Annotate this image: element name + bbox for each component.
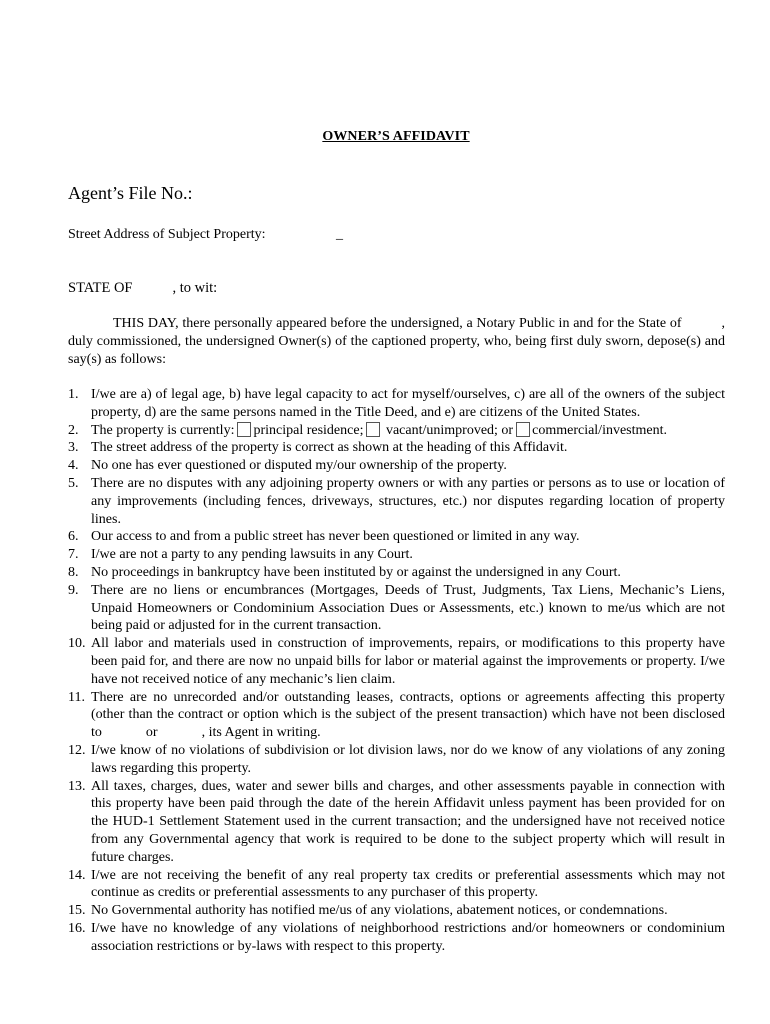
state-of-label: STATE OF [68, 280, 133, 296]
principal-residence-checkbox[interactable] [237, 422, 251, 437]
list-item [68, 635, 725, 688]
item-text: All labor and materials used in construction of improvements, repairs, or modifications to this property have been paid for, and there are now no unpaid bills for labor or material against the improvements or property. I/we have not received notice of any mechanic’s lien claim. [91, 636, 725, 687]
item-text: I/we know of no violations of subdivision or lot division laws, nor do we know of any violations of any zoning laws regarding this property. [91, 742, 725, 776]
list-item [68, 867, 725, 903]
list-item [68, 902, 725, 920]
item-number: 13. [68, 778, 86, 794]
list-item [68, 386, 725, 422]
list-item [68, 528, 725, 546]
item-text-or: or [145, 725, 158, 741]
item-number: 14. [68, 867, 86, 883]
list-item [68, 439, 725, 457]
item-text: There are no liens or encumbrances (Mortgages, Deeds of Trust, Judgments, Tax Liens, Mechanic’s Liens, Unpaid Homeowners or Condominium Association Dues or Assessments, etc.) known to me/us which are not being paid or adjusted for in the current transaction. [91, 582, 725, 634]
list-item [68, 422, 725, 440]
item-text: No Governmental authority has notified me/us of any violations, abatement notices, or condemnations. [91, 903, 668, 919]
item-text: No one has ever questioned or disputed my/our ownership of the property. [91, 458, 507, 474]
item-number: 16. [68, 920, 86, 936]
street-address-blank: _ [336, 227, 343, 242]
list-item [68, 564, 725, 582]
agent-file-label: Agent’s File No.: [68, 183, 193, 203]
item-text: Our access to and from a public street has never been questioned or limited in any way. [91, 529, 580, 545]
item-text: I/we are a) of legal age, b) have legal capacity to act for myself/ourselves, c) are all of the owners of the subject property, d) are the same persons named in the Title Deed, and e) are citizens of the United States. [91, 387, 725, 420]
vacant-unimproved-label: vacant/unimproved; or [385, 422, 514, 438]
item-number: 15. [68, 903, 86, 919]
item-number: 2. [68, 422, 79, 438]
item-text-c: , its Agent in writing. [201, 725, 321, 741]
document-title: OWNER’S AFFIDAVIT [322, 129, 470, 144]
item-number: 8. [68, 564, 79, 580]
list-item [68, 457, 725, 475]
vacant-unimproved-checkbox[interactable] [366, 422, 380, 437]
item-text: No proceedings in bankruptcy have been instituted by or against the undersigned in any Court. [91, 564, 621, 580]
to-wit-label: , to wit: [172, 280, 218, 296]
item-text: The street address of the property is correct as shown at the heading of this Affidavit. [91, 440, 568, 456]
affidavit-items-list [68, 386, 725, 956]
item-text: I/we have no knowledge of any violations of neighborhood restrictions and/or homeowners or condominium association restrictions or by-laws with respect to this property. [91, 920, 725, 954]
intro-paragraph [68, 315, 725, 369]
state-of-line [68, 280, 217, 297]
list-item [68, 742, 725, 778]
item-number: 12. [68, 742, 86, 758]
principal-residence-label: principal residence; [253, 422, 364, 438]
item-number: 5. [68, 475, 79, 491]
intro-part1: THIS DAY, there personally appeared before the undersigned, a Notary Public in and for the State of [113, 316, 682, 331]
intro-part2: , duly commissioned, the undersigned Owner(s) of the captioned property, who, being first duly sworn, depose(s) and say(s) as follows: [68, 316, 725, 367]
item-number: 7. [68, 547, 79, 563]
item-number: 9. [68, 582, 79, 598]
list-item [68, 582, 725, 635]
item-text-a: There are no unrecorded and/or outstanding leases, contracts, options or agreements affecting this property (other than the contract or option which is the subject of the present transaction) which have not been disclosed to [91, 689, 725, 741]
commercial-investment-checkbox[interactable] [516, 422, 530, 437]
commercial-investment-label: commercial/investment. [532, 422, 668, 438]
item-number: 11. [68, 689, 85, 705]
item-number: 10. [68, 636, 86, 652]
item-number: 3. [68, 440, 79, 456]
property-type-prefix: The property is currently: [91, 422, 235, 438]
item-number: 1. [68, 387, 79, 402]
list-item [68, 546, 725, 564]
list-item [68, 689, 725, 742]
item-text: There are no disputes with any adjoining property owners or with any parties or persons as to use or location of any improvements (including fences, driveways, structures, etc.) nor disputes regarding location of property lines. [91, 475, 725, 527]
list-item [68, 920, 725, 956]
item-number: 6. [68, 529, 79, 545]
item-text: All taxes, charges, dues, water and sewer bills and charges, and other assessments payable in connection with this property have been paid through the date of the herein Affidavit unless payment has been provided for on the HUD-1 Settlement Statement used in the current transaction; and the undersigned have not received notice from any Governmental agency that work is required to be done to the subject property which will result in future charges. [91, 778, 725, 865]
street-address-label: Street Address of Subject Property: [68, 227, 266, 242]
list-item [68, 475, 725, 528]
item-text: I/we are not a party to any pending lawsuits in any Court. [91, 547, 413, 563]
list-item [68, 778, 725, 867]
item-text: I/we are not receiving the benefit of any real property tax credits or preferential assessments which may not continue as credits or preferential assessments to any purchaser of this property. [91, 867, 725, 901]
item-number: 4. [68, 458, 79, 474]
